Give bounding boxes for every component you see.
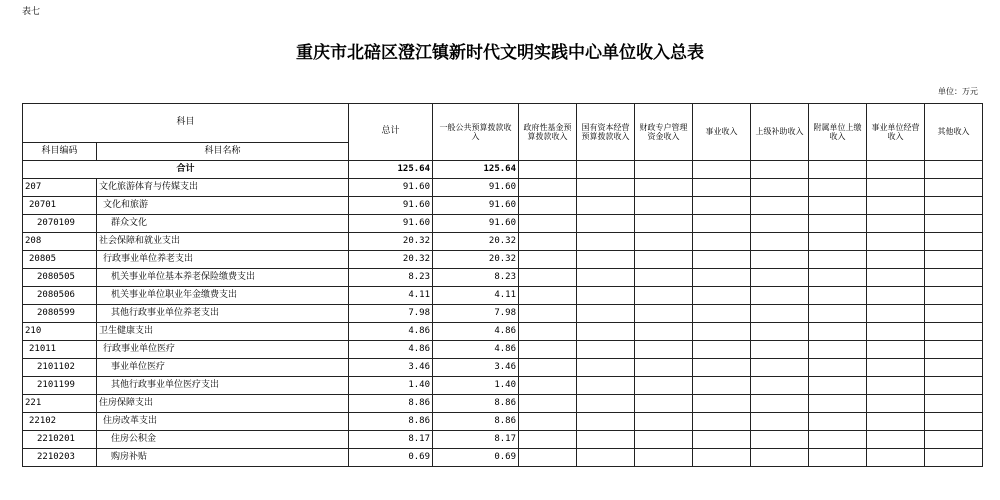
header-code: 科目编码 bbox=[23, 143, 97, 161]
cell-code: 21011 bbox=[23, 341, 97, 359]
cell-empty bbox=[577, 449, 635, 467]
cell-empty bbox=[809, 269, 867, 287]
cell-empty bbox=[925, 323, 983, 341]
cell-code: 210 bbox=[23, 323, 97, 341]
summary-general: 125.64 bbox=[433, 161, 519, 179]
cell-empty bbox=[925, 359, 983, 377]
cell-name: 文化和旅游 bbox=[97, 197, 349, 215]
cell-empty bbox=[693, 377, 751, 395]
cell-empty bbox=[577, 377, 635, 395]
header-total: 总计 bbox=[349, 104, 433, 161]
cell-empty bbox=[867, 341, 925, 359]
table-row bbox=[23, 341, 983, 359]
cell-empty bbox=[635, 323, 693, 341]
table-row bbox=[23, 215, 983, 233]
cell-empty bbox=[577, 287, 635, 305]
cell-code: 2101102 bbox=[23, 359, 97, 377]
cell-empty bbox=[519, 413, 577, 431]
cell-empty bbox=[693, 197, 751, 215]
cell-total: 91.60 bbox=[349, 197, 433, 215]
cell-general-budget: 91.60 bbox=[433, 179, 519, 197]
cell-empty bbox=[925, 413, 983, 431]
cell-code: 2080505 bbox=[23, 269, 97, 287]
cell-empty bbox=[577, 359, 635, 377]
cell-empty bbox=[577, 431, 635, 449]
cell-general-budget: 4.86 bbox=[433, 341, 519, 359]
cell-empty bbox=[635, 233, 693, 251]
summary-total: 125.64 bbox=[349, 161, 433, 179]
cell-empty bbox=[693, 431, 751, 449]
cell-name: 事业单位医疗 bbox=[97, 359, 349, 377]
cell-empty bbox=[925, 395, 983, 413]
table-row bbox=[23, 377, 983, 395]
cell-empty bbox=[867, 233, 925, 251]
cell-empty bbox=[809, 449, 867, 467]
cell-empty bbox=[693, 341, 751, 359]
cell-empty bbox=[867, 395, 925, 413]
cell-empty bbox=[693, 413, 751, 431]
cell-empty bbox=[519, 449, 577, 467]
cell-empty bbox=[635, 269, 693, 287]
header-subject: 科目 bbox=[23, 104, 349, 143]
cell-empty bbox=[867, 413, 925, 431]
cell-empty bbox=[693, 233, 751, 251]
cell-empty bbox=[519, 341, 577, 359]
cell-empty bbox=[925, 269, 983, 287]
cell-empty bbox=[809, 431, 867, 449]
cell-empty bbox=[519, 395, 577, 413]
cell-empty bbox=[867, 287, 925, 305]
cell-empty bbox=[925, 251, 983, 269]
cell-empty bbox=[577, 305, 635, 323]
cell-general-budget: 8.23 bbox=[433, 269, 519, 287]
cell-empty bbox=[867, 449, 925, 467]
cell-empty bbox=[751, 431, 809, 449]
cell-empty bbox=[809, 179, 867, 197]
cell-empty bbox=[867, 179, 925, 197]
cell-code: 207 bbox=[23, 179, 97, 197]
cell-empty bbox=[809, 251, 867, 269]
cell-empty bbox=[693, 305, 751, 323]
cell-empty bbox=[751, 179, 809, 197]
cell-general-budget: 8.86 bbox=[433, 395, 519, 413]
cell-name: 其他行政事业单位医疗支出 bbox=[97, 377, 349, 395]
cell-empty bbox=[577, 413, 635, 431]
cell-empty bbox=[867, 323, 925, 341]
cell-empty bbox=[693, 269, 751, 287]
cell-name: 其他行政事业单位养老支出 bbox=[97, 305, 349, 323]
cell-empty bbox=[867, 215, 925, 233]
summary-label: 合计 bbox=[23, 161, 349, 179]
table-row bbox=[23, 449, 983, 467]
table-row bbox=[23, 395, 983, 413]
cell-name: 购房补贴 bbox=[97, 449, 349, 467]
cell-empty bbox=[751, 323, 809, 341]
cell-total: 8.17 bbox=[349, 431, 433, 449]
cell-empty bbox=[809, 287, 867, 305]
cell-total: 8.86 bbox=[349, 395, 433, 413]
cell-empty bbox=[635, 215, 693, 233]
header-superior-subsidy: 上级补助收入 bbox=[751, 104, 809, 161]
income-summary-table bbox=[22, 103, 983, 467]
cell-empty bbox=[693, 359, 751, 377]
cell-name: 行政事业单位医疗 bbox=[97, 341, 349, 359]
summary-row bbox=[23, 161, 983, 179]
header-gov-fund: 政府性基金预算拨款收入 bbox=[519, 104, 577, 161]
cell-general-budget: 4.86 bbox=[433, 323, 519, 341]
cell-total: 20.32 bbox=[349, 233, 433, 251]
cell-empty bbox=[867, 197, 925, 215]
cell-general-budget: 1.40 bbox=[433, 377, 519, 395]
cell-empty bbox=[751, 449, 809, 467]
cell-empty bbox=[635, 359, 693, 377]
cell-code: 2101199 bbox=[23, 377, 97, 395]
cell-empty bbox=[519, 377, 577, 395]
cell-total: 91.60 bbox=[349, 215, 433, 233]
cell-total: 8.23 bbox=[349, 269, 433, 287]
cell-empty bbox=[751, 251, 809, 269]
header-row bbox=[23, 104, 983, 143]
cell-empty bbox=[809, 377, 867, 395]
cell-empty bbox=[519, 287, 577, 305]
cell-empty bbox=[809, 215, 867, 233]
cell-empty bbox=[519, 431, 577, 449]
cell-empty bbox=[577, 251, 635, 269]
cell-empty bbox=[577, 395, 635, 413]
header-state-capital: 国有资本经营预算拨款收入 bbox=[577, 104, 635, 161]
table-row bbox=[23, 233, 983, 251]
cell-name: 机关事业单位职业年金缴费支出 bbox=[97, 287, 349, 305]
table-row bbox=[23, 197, 983, 215]
header-general-budget: 一般公共预算拨款收入 bbox=[433, 104, 519, 161]
cell-name: 住房改革支出 bbox=[97, 413, 349, 431]
cell-empty bbox=[809, 323, 867, 341]
cell-total: 3.46 bbox=[349, 359, 433, 377]
cell-code: 2210203 bbox=[23, 449, 97, 467]
cell-empty bbox=[751, 395, 809, 413]
cell-general-budget: 3.46 bbox=[433, 359, 519, 377]
cell-empty bbox=[519, 323, 577, 341]
cell-code: 2080506 bbox=[23, 287, 97, 305]
table-row bbox=[23, 431, 983, 449]
cell-empty bbox=[751, 287, 809, 305]
cell-empty bbox=[519, 359, 577, 377]
cell-empty bbox=[635, 197, 693, 215]
cell-empty bbox=[925, 305, 983, 323]
table-row bbox=[23, 413, 983, 431]
cell-empty bbox=[751, 341, 809, 359]
cell-empty bbox=[809, 233, 867, 251]
cell-empty bbox=[693, 215, 751, 233]
cell-empty bbox=[635, 287, 693, 305]
cell-empty bbox=[577, 341, 635, 359]
cell-general-budget: 4.11 bbox=[433, 287, 519, 305]
cell-empty bbox=[925, 377, 983, 395]
cell-empty bbox=[751, 269, 809, 287]
header-business-income: 事业收入 bbox=[693, 104, 751, 161]
cell-empty bbox=[519, 269, 577, 287]
cell-empty bbox=[925, 179, 983, 197]
cell-name: 住房公积金 bbox=[97, 431, 349, 449]
cell-empty bbox=[925, 215, 983, 233]
cell-name: 社会保障和就业支出 bbox=[97, 233, 349, 251]
cell-empty bbox=[519, 197, 577, 215]
cell-empty bbox=[635, 413, 693, 431]
cell-empty bbox=[925, 287, 983, 305]
cell-general-budget: 0.69 bbox=[433, 449, 519, 467]
cell-empty bbox=[635, 305, 693, 323]
cell-general-budget: 91.60 bbox=[433, 197, 519, 215]
cell-empty bbox=[693, 395, 751, 413]
cell-empty bbox=[867, 269, 925, 287]
cell-code: 2070109 bbox=[23, 215, 97, 233]
cell-empty bbox=[519, 215, 577, 233]
cell-code: 208 bbox=[23, 233, 97, 251]
cell-empty bbox=[867, 251, 925, 269]
cell-code: 2210201 bbox=[23, 431, 97, 449]
cell-empty bbox=[751, 215, 809, 233]
table-row bbox=[23, 359, 983, 377]
cell-empty bbox=[809, 305, 867, 323]
cell-total: 91.60 bbox=[349, 179, 433, 197]
cell-empty bbox=[635, 449, 693, 467]
cell-empty bbox=[577, 269, 635, 287]
cell-total: 7.98 bbox=[349, 305, 433, 323]
cell-name: 行政事业单位养老支出 bbox=[97, 251, 349, 269]
cell-empty bbox=[519, 179, 577, 197]
cell-general-budget: 20.32 bbox=[433, 251, 519, 269]
cell-empty bbox=[577, 179, 635, 197]
cell-name: 文化旅游体育与传媒支出 bbox=[97, 179, 349, 197]
table-row bbox=[23, 287, 983, 305]
cell-total: 8.86 bbox=[349, 413, 433, 431]
cell-total: 4.11 bbox=[349, 287, 433, 305]
cell-code: 20805 bbox=[23, 251, 97, 269]
cell-total: 0.69 bbox=[349, 449, 433, 467]
cell-general-budget: 91.60 bbox=[433, 215, 519, 233]
cell-empty bbox=[519, 251, 577, 269]
cell-general-budget: 8.17 bbox=[433, 431, 519, 449]
cell-code: 20701 bbox=[23, 197, 97, 215]
cell-code: 2080599 bbox=[23, 305, 97, 323]
cell-empty bbox=[867, 377, 925, 395]
cell-empty bbox=[635, 395, 693, 413]
cell-empty bbox=[635, 179, 693, 197]
cell-empty bbox=[809, 413, 867, 431]
header-fiscal-account: 财政专户管理资金收入 bbox=[635, 104, 693, 161]
cell-general-budget: 7.98 bbox=[433, 305, 519, 323]
page-title: 重庆市北碚区澄江镇新时代文明实践中心单位收入总表 bbox=[296, 43, 704, 63]
cell-general-budget: 8.86 bbox=[433, 413, 519, 431]
cell-empty bbox=[693, 179, 751, 197]
cell-empty bbox=[577, 323, 635, 341]
cell-empty bbox=[693, 251, 751, 269]
cell-empty bbox=[925, 431, 983, 449]
unit-label: 单位：万元 bbox=[938, 87, 978, 96]
cell-code: 22102 bbox=[23, 413, 97, 431]
cell-empty bbox=[577, 233, 635, 251]
cell-total: 4.86 bbox=[349, 323, 433, 341]
cell-empty bbox=[867, 305, 925, 323]
cell-empty bbox=[751, 233, 809, 251]
cell-empty bbox=[867, 359, 925, 377]
cell-empty bbox=[635, 341, 693, 359]
cell-empty bbox=[751, 359, 809, 377]
cell-empty bbox=[809, 197, 867, 215]
cell-empty bbox=[635, 251, 693, 269]
cell-name: 群众文化 bbox=[97, 215, 349, 233]
cell-empty bbox=[693, 287, 751, 305]
cell-empty bbox=[635, 377, 693, 395]
cell-empty bbox=[751, 305, 809, 323]
cell-general-budget: 20.32 bbox=[433, 233, 519, 251]
cell-empty bbox=[809, 341, 867, 359]
cell-empty bbox=[809, 359, 867, 377]
header-affiliate-income: 附属单位上缴收入 bbox=[809, 104, 867, 161]
header-other-income: 其他收入 bbox=[925, 104, 983, 161]
cell-empty bbox=[751, 197, 809, 215]
cell-empty bbox=[925, 449, 983, 467]
cell-empty bbox=[809, 395, 867, 413]
cell-empty bbox=[693, 449, 751, 467]
cell-total: 1.40 bbox=[349, 377, 433, 395]
cell-total: 20.32 bbox=[349, 251, 433, 269]
cell-empty bbox=[751, 413, 809, 431]
cell-empty bbox=[925, 197, 983, 215]
table-tag: 表七 bbox=[22, 7, 41, 17]
cell-empty bbox=[751, 377, 809, 395]
table-row bbox=[23, 179, 983, 197]
cell-empty bbox=[577, 215, 635, 233]
cell-total: 4.86 bbox=[349, 341, 433, 359]
cell-empty bbox=[519, 305, 577, 323]
cell-empty bbox=[925, 341, 983, 359]
cell-empty bbox=[925, 233, 983, 251]
header-name: 科目名称 bbox=[97, 143, 349, 161]
cell-name: 卫生健康支出 bbox=[97, 323, 349, 341]
header-operating-income: 事业单位经营收入 bbox=[867, 104, 925, 161]
cell-name: 机关事业单位基本养老保险缴费支出 bbox=[97, 269, 349, 287]
cell-name: 住房保障支出 bbox=[97, 395, 349, 413]
table-row bbox=[23, 305, 983, 323]
table-row bbox=[23, 323, 983, 341]
cell-empty bbox=[519, 233, 577, 251]
cell-empty bbox=[577, 197, 635, 215]
table-row bbox=[23, 269, 983, 287]
cell-empty bbox=[867, 431, 925, 449]
cell-code: 221 bbox=[23, 395, 97, 413]
table-row bbox=[23, 251, 983, 269]
cell-empty bbox=[635, 431, 693, 449]
cell-empty bbox=[693, 323, 751, 341]
